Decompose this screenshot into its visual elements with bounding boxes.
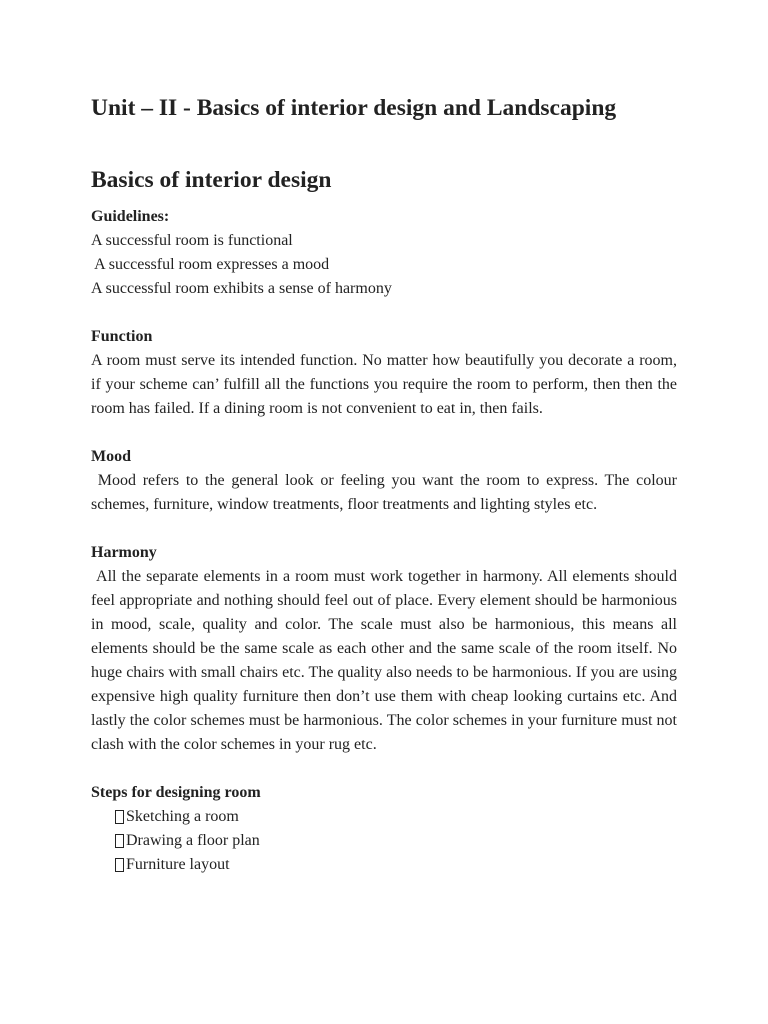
bullet-icon bbox=[115, 858, 124, 872]
list-item bbox=[115, 805, 677, 829]
step-label: Drawing a floor plan bbox=[126, 832, 260, 849]
steps-list bbox=[91, 805, 677, 877]
steps-heading: Steps for designing room bbox=[91, 784, 261, 801]
harmony-paragraph: All the separate elements in a room must work together in harmony. All elements should feel appropriate and nothing should feel out of place. Every element should be harmonious in mood, scale, quality and color. The scale must also be harmonious, this means all elements should be the same scale as each other and the same scale of the room itself. No huge chairs with small chairs etc. The quality also needs to be harmonious. If you are using expensive high quality furniture then don’t use them with cheap looking curtains etc. And lastly the color schemes must be harmonious. The color schemes in your furniture must not clash with the color schemes in your rug etc. bbox=[91, 568, 682, 753]
step-label: Furniture layout bbox=[126, 856, 230, 873]
function-section bbox=[91, 325, 681, 421]
harmony-section bbox=[91, 541, 682, 757]
guideline-line-2: A successful room expresses a mood bbox=[91, 256, 330, 273]
harmony-heading: Harmony bbox=[91, 544, 157, 561]
document-page bbox=[91, 92, 682, 877]
mood-section bbox=[91, 445, 682, 517]
bullet-icon bbox=[115, 810, 124, 824]
bullet-icon bbox=[115, 834, 124, 848]
guideline-line-3: A successful room exhibits a sense of harmony bbox=[91, 280, 392, 297]
step-label: Sketching a room bbox=[126, 808, 239, 825]
function-heading: Function bbox=[91, 328, 153, 345]
page-title: Unit – II - Basics of interior design and Landscaping bbox=[91, 95, 617, 121]
steps-section bbox=[91, 781, 677, 877]
mood-heading: Mood bbox=[91, 448, 131, 465]
mood-paragraph: Mood refers to the general look or feeling you want the room to express. The colour schemes, furniture, window treatments, floor treatments and lighting styles etc. bbox=[91, 472, 682, 513]
function-paragraph: A room must serve its intended function. No matter how beautifully you decorate a room, if your scheme can’ fulfill all the functions you require the room to perform, then then the room has failed. If a dining room is not convenient to eat in, then fails. bbox=[91, 352, 681, 417]
list-item bbox=[115, 829, 677, 853]
section-title: Basics of interior design bbox=[91, 167, 332, 193]
guideline-line-1: A successful room is functional bbox=[91, 232, 293, 249]
guidelines-section bbox=[91, 205, 677, 301]
list-item bbox=[115, 853, 677, 877]
guidelines-heading: Guidelines: bbox=[91, 208, 170, 225]
